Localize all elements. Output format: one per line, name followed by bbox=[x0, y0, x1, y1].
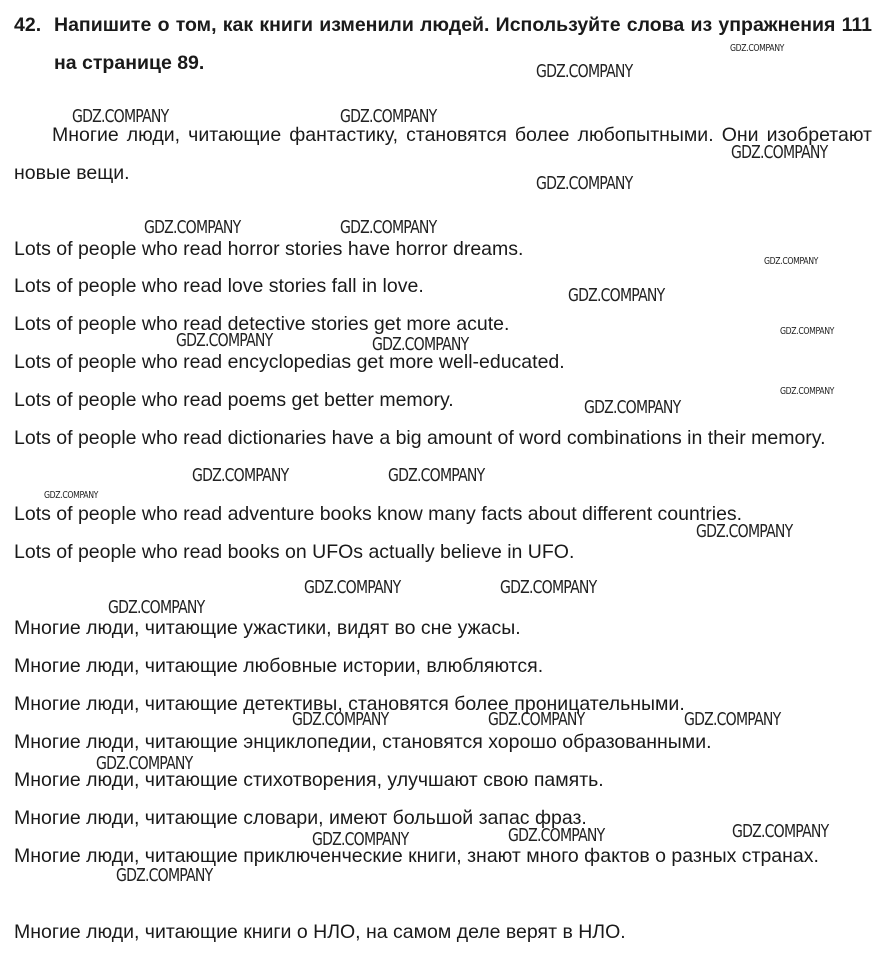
watermark: GDZ.COMPANY bbox=[536, 173, 633, 194]
watermark: GDZ.COMPANY bbox=[732, 821, 829, 842]
watermark: GDZ.COMPANY bbox=[340, 106, 437, 127]
english-line: Lots of people who read poems get better memory. bbox=[14, 389, 454, 411]
watermark: GDZ.COMPANY bbox=[116, 865, 213, 886]
watermark: GDZ.COMPANY bbox=[372, 334, 469, 355]
watermark: GDZ.COMPANY bbox=[764, 256, 819, 267]
russian-line: Многие люди, читающие словари, имеют большой запас фраз. bbox=[14, 807, 587, 829]
watermark: GDZ.COMPANY bbox=[304, 577, 401, 598]
watermark: GDZ.COMPANY bbox=[696, 521, 793, 542]
russian-line: Многие люди, читающие ужастики, видят во сне ужасы. bbox=[14, 617, 521, 639]
english-line: Lots of people who read love stories fall in love. bbox=[14, 275, 424, 297]
russian-line: Многие люди, читающие приключенческие книги, знают много фактов о разных странах. bbox=[14, 845, 819, 867]
english-line: Lots of people who read dictionaries have a big amount of word combinations in their memory. bbox=[14, 427, 826, 449]
english-line: Lots of people who read detective stories get more acute. bbox=[14, 313, 510, 335]
watermark: GDZ.COMPANY bbox=[176, 330, 273, 351]
watermark: GDZ.COMPANY bbox=[780, 326, 835, 337]
watermark: GDZ.COMPANY bbox=[731, 142, 828, 163]
intro-paragraph: Многие люди, читающие фантастику, становятся более любопытными. Они изобретают новые вещи. bbox=[14, 124, 872, 184]
watermark: GDZ.COMPANY bbox=[72, 106, 169, 127]
russian-line: Многие люди, читающие детективы, становятся более проницательными. bbox=[14, 693, 685, 715]
english-line: Lots of people who read adventure books know many facts about different countries. bbox=[14, 503, 743, 525]
watermark: GDZ.COMPANY bbox=[96, 753, 193, 774]
watermark: GDZ.COMPANY bbox=[780, 386, 835, 397]
russian-line: Многие люди, читающие энциклопедии, становятся хорошо образованными. bbox=[14, 731, 712, 753]
watermark: GDZ.COMPANY bbox=[340, 217, 437, 238]
watermark: GDZ.COMPANY bbox=[508, 825, 605, 846]
russian-line: Многие люди, читающие любовные истории, влюбляются. bbox=[14, 655, 544, 677]
watermark: GDZ.COMPANY bbox=[684, 709, 781, 730]
watermark: GDZ.COMPANY bbox=[292, 709, 389, 730]
watermark: GDZ.COMPANY bbox=[44, 490, 99, 501]
task-number: 42. bbox=[14, 14, 42, 36]
watermark: GDZ.COMPANY bbox=[108, 597, 205, 618]
watermark: GDZ.COMPANY bbox=[500, 577, 597, 598]
english-line: Lots of people who read books on UFOs actually believe in UFO. bbox=[14, 541, 575, 563]
watermark: GDZ.COMPANY bbox=[730, 43, 785, 54]
watermark: GDZ.COMPANY bbox=[144, 217, 241, 238]
watermark: GDZ.COMPANY bbox=[568, 285, 665, 306]
watermark: GDZ.COMPANY bbox=[312, 829, 409, 850]
english-line: Lots of people who read horror stories have horror dreams. bbox=[14, 238, 524, 260]
watermark: GDZ.COMPANY bbox=[488, 709, 585, 730]
task-text: Напишите о том, как книги изменили людей. Используйте слова из упражнения 111 на странице 89. bbox=[54, 14, 872, 74]
english-line: Lots of people who read encyclopedias get more well-educated. bbox=[14, 351, 565, 373]
watermark: GDZ.COMPANY bbox=[388, 465, 485, 486]
watermark: GDZ.COMPANY bbox=[536, 61, 633, 82]
watermark: GDZ.COMPANY bbox=[192, 465, 289, 486]
russian-line: Многие люди, читающие стихотворения, улучшают свою память. bbox=[14, 769, 604, 791]
russian-line: Многие люди, читающие книги о НЛО, на самом деле верят в НЛО. bbox=[14, 921, 626, 943]
watermark: GDZ.COMPANY bbox=[584, 397, 681, 418]
